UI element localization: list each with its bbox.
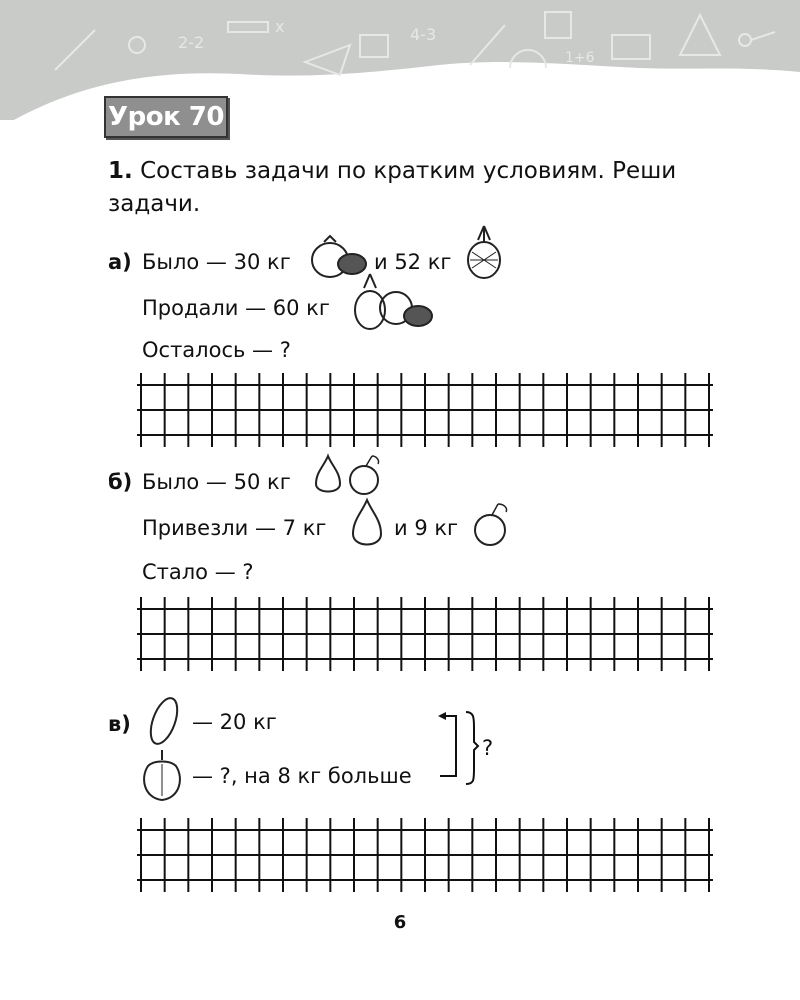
pear-icon [347,496,387,550]
pepper-icon [138,748,188,804]
part-a-line2: Продали — 60 кг [142,296,330,320]
part-v-question: ? [482,736,494,760]
svg-text:4-3: 4-3 [410,25,437,44]
pear-apple-icon [310,452,386,498]
part-a-line3: Осталось — ? [142,338,291,362]
page-number: 6 [393,912,407,933]
part-v-line2: — ?, на 8 кг больше [192,764,412,788]
answer-grid-b[interactable] [137,597,713,671]
part-b-line2: Привезли — 7 кг [142,516,327,540]
lesson-badge [104,96,228,138]
svg-text:1+6: 1+6 [565,50,595,66]
part-b-line2b: и 9 кг [394,516,459,540]
pineapple-pomegranate-icon [352,272,436,334]
apple-icon [470,500,516,550]
answer-grid-v[interactable] [137,818,713,892]
task-instruction [108,155,728,221]
pineapple-icon [464,224,504,280]
part-a-label: а) [108,250,132,274]
part-a-line1: Было — 30 кг [142,250,291,274]
part-v-label: в) [108,712,131,736]
part-a-line1b: и 52 кг [374,250,452,274]
task-text: Составь задачи по кратким условиям. Реши задачи. [108,158,677,217]
part-b-label: б) [108,470,133,494]
part-b-line1: Было — 50 кг [142,470,291,494]
part-v-line1: — 20 кг [192,710,277,734]
lesson-title: Урок 70 [108,102,224,132]
cucumber-icon [142,694,186,748]
task-number: 1. [108,158,133,184]
part-b-line3: Стало — ? [142,560,254,584]
answer-grid-a[interactable] [137,373,713,447]
svg-text:2-2: 2-2 [178,33,205,52]
svg-text:x: x [275,17,285,36]
